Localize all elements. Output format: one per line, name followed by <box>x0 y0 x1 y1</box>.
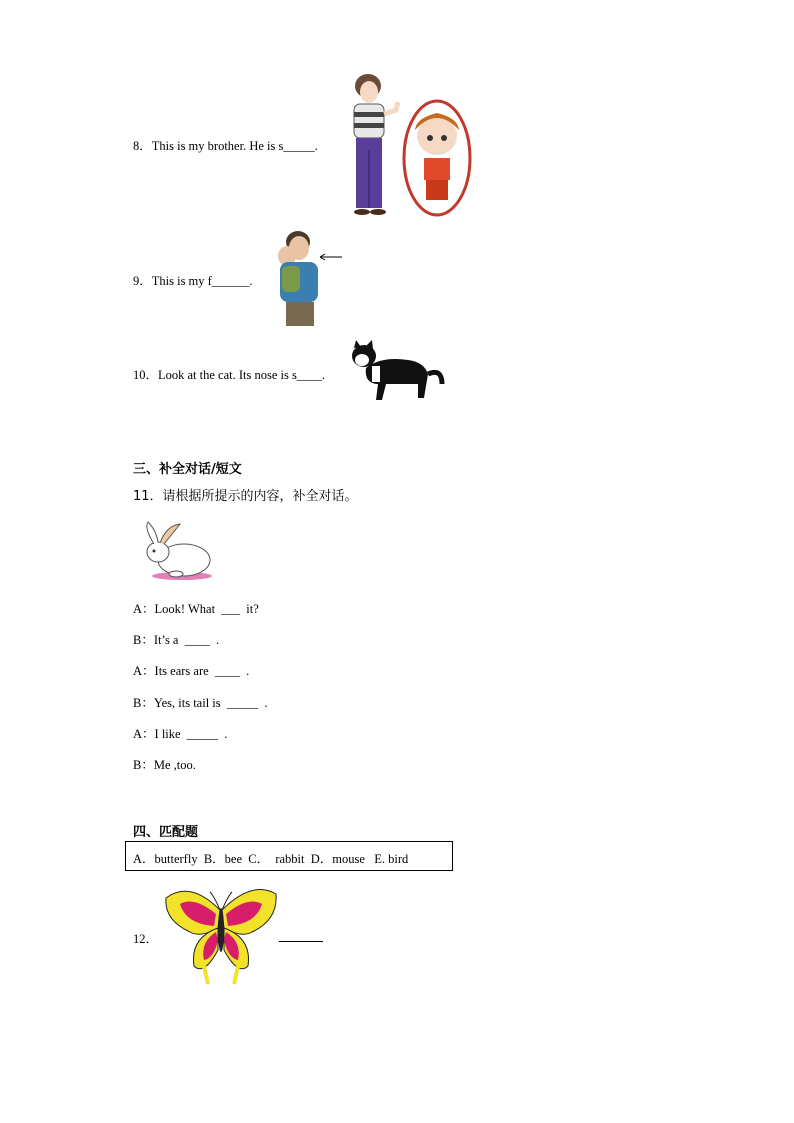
dialog-line: B：It’s a ____ . <box>133 633 220 647</box>
dialog-line: B：Yes, its tail is _____ . <box>133 696 268 710</box>
dialog-line: A：I like _____ . <box>133 727 228 741</box>
cat-illustration <box>346 340 446 404</box>
question-9: 9．This is my f______. <box>133 274 253 288</box>
question-12: 12． <box>133 932 159 946</box>
dialog-line: B：Me ,too. <box>133 758 196 772</box>
question-11-instruction: 11．请根据所提示的内容，补全对话。 <box>133 489 358 504</box>
brother-mirror-illustration <box>340 68 475 220</box>
question-10: 10．Look at the cat. Its nose is s____. <box>133 368 325 382</box>
options-box <box>125 841 453 871</box>
answer-blank-12[interactable] <box>279 941 323 942</box>
butterfly-illustration <box>160 880 282 988</box>
question-8: 8．This is my brother. He is s_____. <box>133 139 318 153</box>
section-3-heading: 三、补全对话/短文 <box>133 462 242 477</box>
dialog-line: A：Look! What ___ it? <box>133 602 259 616</box>
rabbit-illustration <box>140 520 215 582</box>
section-4-heading: 四、匹配题 <box>133 825 199 840</box>
father-illustration <box>270 228 345 326</box>
options-list: A．butterfly B．bee C． rabbit D．mouse E. bird <box>133 852 409 866</box>
dialog-line: A：Its ears are ____ . <box>133 664 250 678</box>
